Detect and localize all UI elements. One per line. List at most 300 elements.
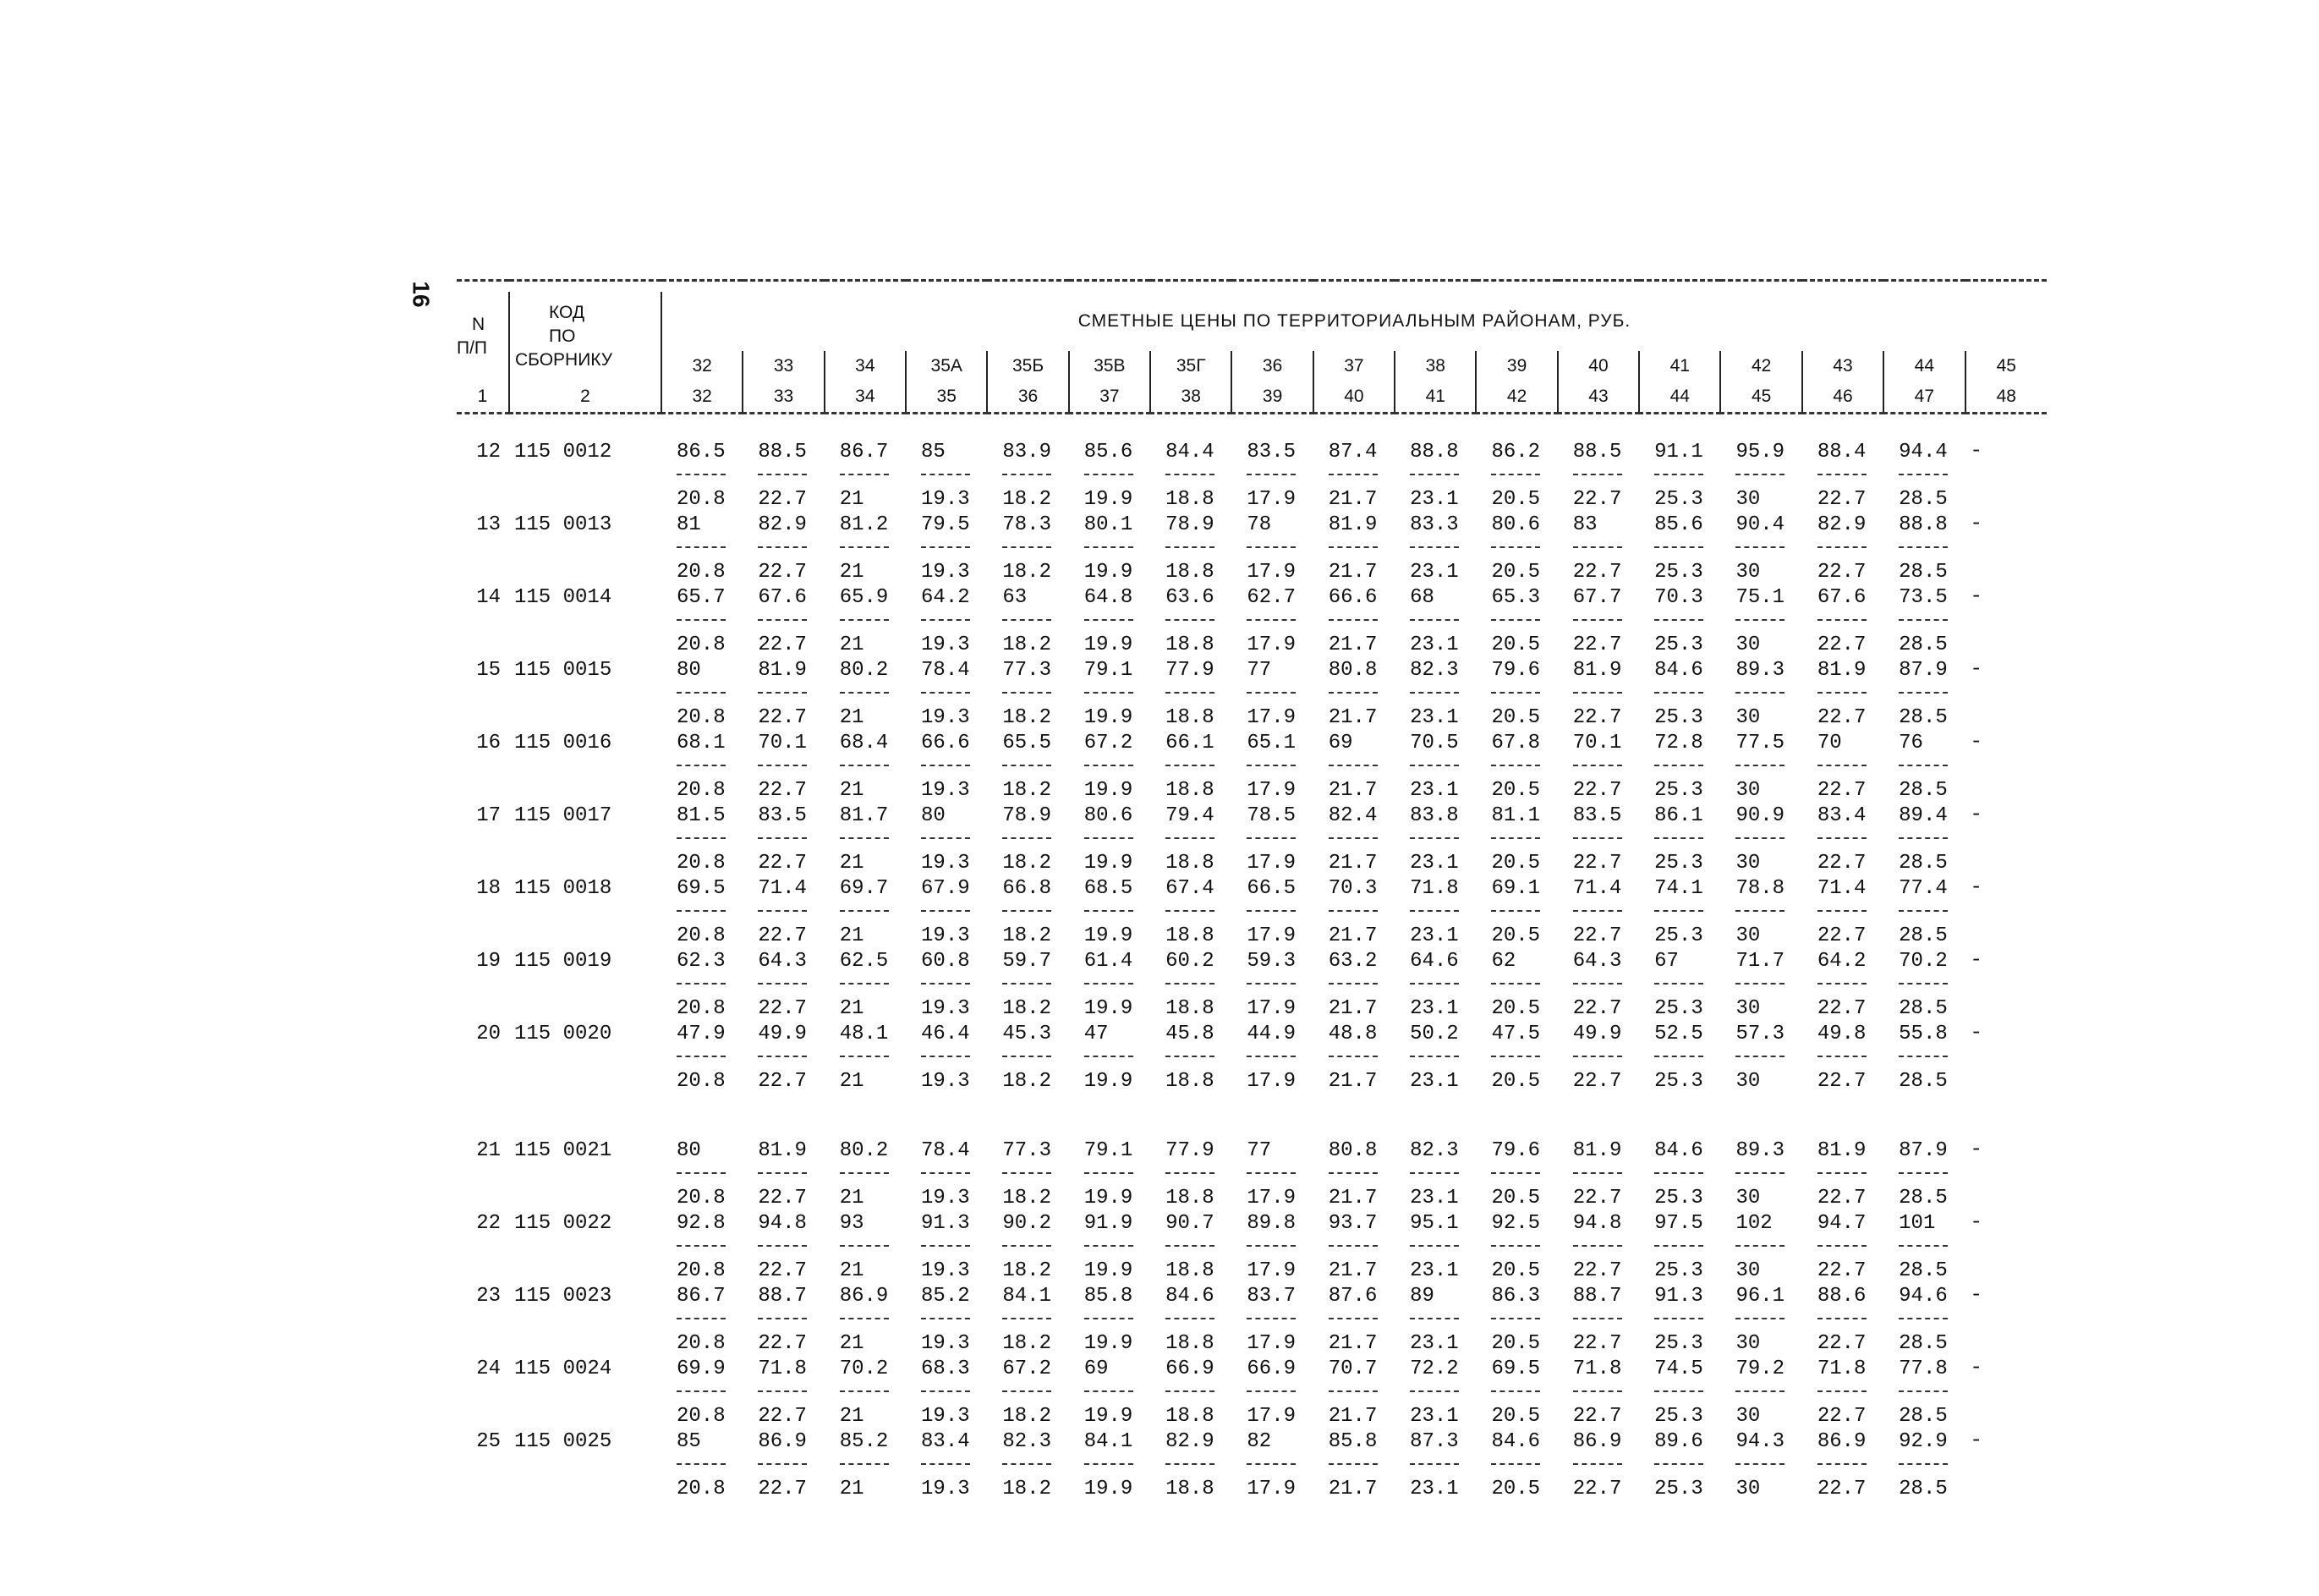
total-price: 85.2 — [839, 1430, 889, 1453]
fraction-divider — [1817, 837, 1867, 851]
fraction-divider — [758, 546, 807, 560]
fraction-divider — [677, 1318, 726, 1331]
wage-price: 17.9 — [1247, 561, 1297, 584]
fraction-divider — [1491, 1318, 1540, 1331]
total-price: 88.6 — [1817, 1285, 1867, 1308]
fraction-divider — [1735, 910, 1784, 924]
wage-price: 18.2 — [1002, 488, 1051, 511]
wage-price: 28.5 — [1899, 779, 1948, 802]
price-cell — [743, 1429, 824, 1502]
wage-price: 28.5 — [1899, 852, 1948, 875]
fraction-divider — [1573, 1318, 1622, 1331]
fraction-divider — [1329, 1172, 1378, 1186]
fraction-divider — [1329, 546, 1378, 560]
total-price: 81.5 — [677, 804, 726, 827]
fraction-divider — [1247, 1172, 1296, 1186]
district-45-value: - — [1970, 1138, 1982, 1161]
price-cell — [1720, 1284, 1801, 1357]
total-price: 70.1 — [758, 732, 807, 754]
fraction-divider — [677, 1463, 726, 1477]
wage-price: 21 — [839, 1405, 864, 1428]
fraction-divider — [677, 765, 726, 778]
price-cell — [1476, 1429, 1557, 1502]
wage-price: 19.9 — [1083, 561, 1133, 584]
price-cell — [1476, 1357, 1557, 1429]
fraction-divider — [1329, 837, 1378, 851]
total-price: 65.3 — [1491, 586, 1541, 609]
price-cell — [1313, 585, 1395, 658]
fraction-divider — [1817, 546, 1867, 560]
wage-price: 19.9 — [1083, 1187, 1133, 1209]
fraction-divider — [1002, 1056, 1051, 1069]
fraction-divider — [758, 765, 807, 778]
fraction-divider — [677, 1390, 726, 1404]
fraction-divider — [1573, 546, 1622, 560]
price-cell — [1802, 1138, 1883, 1211]
fraction-divider — [921, 619, 970, 633]
wage-price: 22.7 — [758, 488, 807, 511]
wage-price: 21 — [839, 488, 864, 511]
wage-price: 19.9 — [1083, 779, 1133, 802]
fraction-divider — [1410, 474, 1459, 487]
total-price: 87.9 — [1899, 1139, 1948, 1162]
wage-price: 22.7 — [1817, 561, 1867, 584]
price-cell — [906, 949, 987, 1022]
wage-price: 20.5 — [1491, 488, 1541, 511]
price-cell — [1802, 440, 1883, 513]
wage-price: 19.9 — [1083, 633, 1133, 656]
total-price: 79.2 — [1735, 1357, 1785, 1380]
wage-price: 21.7 — [1328, 1070, 1378, 1093]
wage-price: 22.7 — [758, 633, 807, 656]
fraction-divider — [1084, 983, 1133, 996]
wage-price: 20.5 — [1491, 852, 1541, 875]
fraction-divider — [1329, 1318, 1378, 1331]
wage-price: 30 — [1735, 1332, 1761, 1355]
table-row — [457, 876, 2047, 949]
row-number: 19 — [476, 950, 501, 973]
total-price: 80 — [921, 804, 946, 827]
fraction-divider — [677, 1245, 726, 1259]
price-cell — [906, 1429, 987, 1502]
wage-price: 20.8 — [677, 779, 726, 802]
price-cell — [1395, 1138, 1476, 1211]
wage-price: 18.8 — [1165, 706, 1214, 729]
district-label: 38 — [1395, 351, 1476, 381]
fraction-divider — [1002, 910, 1051, 924]
total-price: 85.8 — [1328, 1430, 1378, 1453]
price-cell — [661, 440, 743, 513]
wage-price: 30 — [1735, 1259, 1761, 1282]
total-price: 81.7 — [839, 804, 889, 827]
wage-price: 23.1 — [1410, 1187, 1459, 1209]
fraction-divider — [1573, 1390, 1622, 1404]
price-cell — [1883, 513, 1965, 585]
price-table — [457, 279, 2047, 1502]
fraction-divider — [840, 910, 889, 924]
fraction-divider — [1817, 1056, 1867, 1069]
column-number: 47 — [1883, 381, 1965, 414]
fraction-divider — [1491, 619, 1540, 633]
district-label: 42 — [1720, 351, 1801, 381]
total-price: 93.7 — [1328, 1212, 1378, 1235]
total-price: 84.6 — [1654, 659, 1703, 682]
price-cell — [1313, 1022, 1395, 1094]
fraction-divider — [1735, 983, 1784, 996]
total-price: 80 — [677, 1139, 701, 1162]
code-label-line3: СБОРНИКУ — [515, 350, 613, 370]
row-number: 13 — [476, 513, 501, 536]
total-price: 95.9 — [1735, 441, 1785, 463]
total-price: 67.2 — [1083, 732, 1133, 754]
price-cell — [1720, 440, 1801, 513]
wage-price: 19.9 — [1083, 1070, 1133, 1093]
wage-price: 20.8 — [677, 1259, 726, 1282]
fraction-divider — [1084, 474, 1133, 487]
fraction-divider — [1573, 910, 1622, 924]
price-cell — [1395, 1284, 1476, 1357]
total-price: 77.3 — [1002, 1139, 1051, 1162]
total-price: 71.8 — [1817, 1357, 1867, 1380]
district-label: 43 — [1802, 351, 1883, 381]
total-price: 81.9 — [1817, 659, 1867, 682]
fraction-divider — [1165, 692, 1214, 705]
wage-price: 17.9 — [1247, 1478, 1297, 1500]
fraction-divider — [1491, 474, 1540, 487]
district-45-value: - — [1970, 949, 1982, 972]
wage-price: 18.8 — [1165, 779, 1214, 802]
column-number: 2 — [509, 381, 661, 414]
wage-price: 28.5 — [1899, 1259, 1948, 1282]
fraction-divider — [1735, 1245, 1784, 1259]
total-price: 77.3 — [1002, 659, 1051, 682]
wage-price: 20.5 — [1491, 924, 1541, 947]
fraction-divider — [1654, 546, 1703, 560]
wage-price: 21 — [839, 1259, 864, 1282]
wage-price: 21 — [839, 561, 864, 584]
total-price: 62 — [1491, 950, 1516, 973]
fraction-divider — [1899, 546, 1948, 560]
price-cell — [1883, 1022, 1965, 1094]
fraction-divider — [1654, 837, 1703, 851]
price-cell — [743, 1022, 824, 1094]
wage-price: 28.5 — [1899, 997, 1948, 1020]
row-code: 115 0021 — [514, 1139, 612, 1162]
price-cell — [1476, 658, 1557, 731]
fraction-divider — [1247, 619, 1296, 633]
total-price: 77.8 — [1899, 1357, 1948, 1380]
total-price: 70.3 — [1328, 877, 1378, 900]
fraction-divider — [1573, 765, 1622, 778]
fraction-divider — [1165, 474, 1214, 487]
fraction-divider — [758, 983, 807, 996]
fraction-divider — [1002, 1172, 1051, 1186]
fraction-divider — [840, 1463, 889, 1477]
wage-price: 22.7 — [1817, 1070, 1867, 1093]
fraction-divider — [1817, 983, 1867, 996]
price-cell — [1150, 658, 1231, 731]
price-cell — [1069, 949, 1150, 1022]
wage-price: 19.3 — [921, 779, 970, 802]
total-price: 84.6 — [1491, 1430, 1541, 1453]
wage-price: 20.5 — [1491, 1405, 1541, 1428]
total-price: 65.5 — [1002, 732, 1051, 754]
price-cell — [1313, 1211, 1395, 1284]
wage-price: 22.7 — [1817, 924, 1867, 947]
total-price: 89.3 — [1735, 1139, 1785, 1162]
wage-price: 19.9 — [1083, 997, 1133, 1020]
price-cell — [825, 1284, 906, 1357]
total-price: 78.9 — [1165, 513, 1214, 536]
total-price: 64.2 — [921, 586, 970, 609]
district-label-row — [457, 351, 2047, 381]
total-price: 90.7 — [1165, 1212, 1214, 1235]
total-price: 67.6 — [1817, 586, 1867, 609]
column-number: 45 — [1720, 381, 1801, 414]
wage-price: 20.5 — [1491, 1187, 1541, 1209]
table-row — [457, 513, 2047, 585]
wage-price: 19.3 — [921, 1070, 970, 1093]
wage-price: 30 — [1735, 852, 1761, 875]
wage-price: 22.7 — [758, 1187, 807, 1209]
wage-price: 22.7 — [758, 924, 807, 947]
wage-price: 22.7 — [1572, 1478, 1622, 1500]
fraction-divider — [1084, 692, 1133, 705]
wage-price: 20.8 — [677, 852, 726, 875]
fraction-divider — [1735, 692, 1784, 705]
wage-price: 17.9 — [1247, 1332, 1297, 1355]
total-price: 77.9 — [1165, 1139, 1214, 1162]
price-cell — [906, 585, 987, 658]
wage-price: 28.5 — [1899, 633, 1948, 656]
price-cell — [825, 1357, 906, 1429]
wage-price: 25.3 — [1654, 488, 1703, 511]
fraction-divider — [840, 837, 889, 851]
wage-price: 19.9 — [1083, 1405, 1133, 1428]
fraction-divider — [1084, 1172, 1133, 1186]
price-cell — [1069, 1138, 1150, 1211]
price-cell — [1476, 876, 1557, 949]
wage-price: 19.9 — [1083, 924, 1133, 947]
total-price: 64.3 — [758, 950, 807, 973]
price-cell — [1558, 876, 1639, 949]
table-row — [457, 1138, 2047, 1211]
wage-price: 17.9 — [1247, 488, 1297, 511]
wage-price: 18.2 — [1002, 633, 1051, 656]
fraction-divider — [1491, 910, 1540, 924]
fraction-divider — [1165, 1463, 1214, 1477]
wage-price: 23.1 — [1410, 706, 1459, 729]
fraction-divider — [921, 983, 970, 996]
wage-price: 21 — [839, 1070, 864, 1093]
total-price: 62.7 — [1247, 586, 1297, 609]
fraction-divider — [1165, 1172, 1214, 1186]
price-cell — [1476, 1211, 1557, 1284]
column-number: 37 — [1069, 381, 1150, 414]
fraction-divider — [840, 765, 889, 778]
fraction-divider — [1573, 1245, 1622, 1259]
total-price: 89.6 — [1654, 1430, 1703, 1453]
fraction-divider — [1654, 1318, 1703, 1331]
fraction-divider — [1899, 692, 1948, 705]
fraction-divider — [1899, 765, 1948, 778]
price-cell — [1558, 1357, 1639, 1429]
wage-price: 22.7 — [758, 1405, 807, 1428]
fraction-divider — [1247, 1390, 1296, 1404]
price-cell — [1883, 1138, 1965, 1211]
price-cell — [906, 1357, 987, 1429]
wage-price: 17.9 — [1247, 779, 1297, 802]
total-price: 70.3 — [1654, 586, 1703, 609]
total-price: 83.8 — [1410, 804, 1459, 827]
wage-price: 25.3 — [1654, 1332, 1703, 1355]
fraction-divider — [1573, 983, 1622, 996]
wage-price: 18.2 — [1002, 997, 1051, 1020]
fraction-divider — [921, 1056, 970, 1069]
wage-price: 17.9 — [1247, 706, 1297, 729]
price-cell — [1313, 803, 1395, 876]
price-cell — [987, 1211, 1068, 1284]
district-45-value: - — [1970, 1357, 1982, 1379]
fraction-divider — [1002, 692, 1051, 705]
total-price: 66.6 — [1328, 586, 1378, 609]
price-cell — [987, 1429, 1068, 1502]
fraction-divider — [1410, 1056, 1459, 1069]
wage-price: 21 — [839, 1187, 864, 1209]
wage-price: 19.9 — [1083, 1332, 1133, 1355]
fraction-divider — [1654, 1245, 1703, 1259]
fraction-divider — [1165, 910, 1214, 924]
total-price: 85 — [921, 441, 946, 463]
total-price: 75.1 — [1735, 586, 1785, 609]
fraction-divider — [1899, 837, 1948, 851]
row-number: 24 — [476, 1357, 501, 1380]
district-label: 33 — [743, 351, 824, 381]
price-cell — [1720, 1138, 1801, 1211]
column-number: 44 — [1639, 381, 1720, 414]
wage-price: 22.7 — [1572, 1259, 1622, 1282]
total-price: 71.7 — [1735, 950, 1785, 973]
total-price: 82.9 — [1817, 513, 1867, 536]
fraction-divider — [1247, 910, 1296, 924]
price-cell — [825, 731, 906, 803]
price-cell — [1395, 731, 1476, 803]
row-code: 115 0012 — [514, 441, 612, 463]
wage-price: 19.9 — [1083, 1259, 1133, 1282]
wage-price: 18.8 — [1165, 488, 1214, 511]
fraction-divider — [1329, 474, 1378, 487]
wage-price: 21.7 — [1328, 779, 1378, 802]
code-label-line2: ПО — [549, 326, 576, 346]
price-cell — [987, 1284, 1068, 1357]
total-price: 67.6 — [758, 586, 807, 609]
wage-price: 30 — [1735, 779, 1761, 802]
price-cell — [1558, 949, 1639, 1022]
district-label: 34 — [825, 351, 906, 381]
total-price: 87.6 — [1328, 1285, 1378, 1308]
table-row — [457, 440, 2047, 513]
price-cell — [1069, 803, 1150, 876]
total-price: 69.7 — [839, 877, 889, 900]
price-cell — [1150, 1211, 1231, 1284]
wage-price: 18.2 — [1002, 706, 1051, 729]
fraction-divider — [1165, 546, 1214, 560]
wage-price: 25.3 — [1654, 997, 1703, 1020]
total-price: 86.1 — [1654, 804, 1703, 827]
total-price: 82.3 — [1410, 659, 1459, 682]
fraction-divider — [758, 1245, 807, 1259]
wage-price: 30 — [1735, 1070, 1761, 1093]
wage-price: 21.7 — [1328, 1405, 1378, 1428]
total-price: 82.3 — [1002, 1430, 1051, 1453]
wage-price: 22.7 — [758, 561, 807, 584]
total-price: 64.8 — [1083, 586, 1133, 609]
total-price: 59.3 — [1247, 950, 1297, 973]
price-cell — [1150, 1357, 1231, 1429]
total-price: 66.9 — [1247, 1357, 1297, 1380]
total-price: 44.9 — [1247, 1023, 1297, 1045]
column-number: 39 — [1231, 381, 1313, 414]
total-price: 64.6 — [1410, 950, 1459, 973]
fraction-divider — [1491, 1390, 1540, 1404]
price-cell — [1313, 440, 1395, 513]
row-code: 115 0024 — [514, 1357, 612, 1380]
district-label: 35А — [906, 351, 987, 381]
wage-price: 21.7 — [1328, 633, 1378, 656]
total-price: 83.4 — [1817, 804, 1867, 827]
total-price: 82.4 — [1328, 804, 1378, 827]
price-cell — [1476, 731, 1557, 803]
price-cell — [1720, 585, 1801, 658]
fraction-divider — [1165, 837, 1214, 851]
fraction-divider — [1491, 1172, 1540, 1186]
fraction-divider — [1491, 1056, 1540, 1069]
total-price: 101 — [1899, 1212, 1936, 1235]
table-row — [457, 1284, 2047, 1357]
fraction-divider — [1002, 983, 1051, 996]
wage-price: 21 — [839, 852, 864, 875]
price-cell — [1883, 1357, 1965, 1429]
fraction-divider — [1735, 1172, 1784, 1186]
district-label: 44 — [1883, 351, 1965, 381]
wage-price: 19.3 — [921, 633, 970, 656]
price-cell — [1395, 585, 1476, 658]
price-cell — [1883, 876, 1965, 949]
total-price: 64.3 — [1572, 950, 1622, 973]
total-price: 81.9 — [1572, 659, 1622, 682]
price-cell — [906, 440, 987, 513]
wage-price: 23.1 — [1410, 852, 1459, 875]
total-price: 80.2 — [839, 659, 889, 682]
fraction-divider — [1491, 1245, 1540, 1259]
price-cell — [1720, 1357, 1801, 1429]
total-price: 79.1 — [1083, 659, 1133, 682]
district-45-value: - — [1970, 803, 1982, 826]
fraction-divider — [1247, 692, 1296, 705]
total-price: 50.2 — [1410, 1023, 1459, 1045]
total-price: 71.8 — [1410, 877, 1459, 900]
wage-price: 25.3 — [1654, 1259, 1703, 1282]
fraction-divider — [1410, 1318, 1459, 1331]
wage-price: 30 — [1735, 488, 1761, 511]
fraction-divider — [1247, 1056, 1296, 1069]
row-number: 21 — [476, 1139, 501, 1162]
total-price: 70 — [1817, 732, 1842, 754]
price-cell — [1395, 513, 1476, 585]
row-code: 115 0020 — [514, 1023, 612, 1045]
price-cell — [661, 1138, 743, 1211]
fraction-divider — [1002, 1245, 1051, 1259]
